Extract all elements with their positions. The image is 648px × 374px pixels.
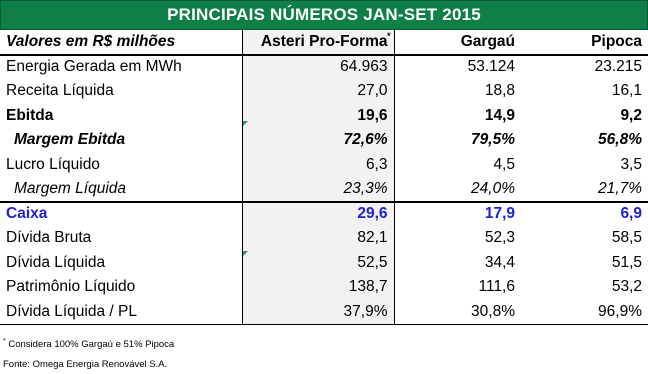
- table-title: PRINCIPAIS NÚMEROS JAN-SET 2015: [0, 0, 648, 30]
- cell-asteri: [242, 251, 394, 276]
- cell-pipoca: 9,2: [620, 106, 642, 124]
- cell-marker-icon: [243, 251, 248, 256]
- cell-asteri: 23,3%: [242, 177, 394, 202]
- cell-pipoca: 53,2: [611, 278, 642, 296]
- cell-asteri: 72,6%: [242, 128, 394, 153]
- row-label: Caixa: [0, 202, 242, 227]
- table-row: [0, 177, 648, 202]
- row-label: Dívida Líquida / PL: [0, 300, 242, 325]
- cell-pipoca: 21,7%: [598, 179, 642, 197]
- table-row: [0, 251, 648, 276]
- cell-gargau: 17,9: [394, 202, 521, 227]
- table-row: [0, 202, 648, 227]
- footnote-consider: [3, 338, 174, 350]
- table-row: [0, 275, 648, 300]
- cell-pipoca: 16,1: [611, 82, 642, 100]
- header-row: [0, 30, 648, 55]
- row-label: Lucro Líquido: [6, 155, 100, 173]
- table-row: [0, 55, 648, 80]
- header-gargau: Gargaú: [394, 30, 521, 55]
- cell-gargau: 34,4: [484, 253, 515, 271]
- header-label: Valores em R$ milhões: [0, 30, 242, 55]
- row-label: Receita Líquida: [6, 82, 114, 100]
- cell-gargau: 14,9: [484, 106, 515, 124]
- footnote-source: Fonte: Omega Energia Renovável S.A.: [3, 359, 168, 370]
- cell-asteri: 6,3: [242, 153, 394, 178]
- table-row: [0, 300, 648, 325]
- cell-asteri: 37,9%: [242, 300, 394, 325]
- table-row: [0, 153, 648, 178]
- row-label: Dívida Bruta: [6, 229, 92, 247]
- cell-pipoca: 51,5: [611, 253, 642, 271]
- cell-pipoca: 23.215: [594, 58, 642, 76]
- cell-gargau: 18,8: [484, 82, 515, 100]
- footnote-marker: *: [3, 338, 6, 345]
- cell-gargau: 111,6: [478, 278, 515, 296]
- cell-pipoca: 6,9: [521, 202, 648, 227]
- cell-value: 19,6: [357, 106, 388, 124]
- cell-value: 52,5: [357, 253, 388, 271]
- cell-asteri: [242, 104, 394, 129]
- table-row: [0, 226, 648, 251]
- header-asteri: [242, 30, 394, 55]
- cell-asteri: 138,7: [242, 275, 394, 300]
- cell-gargau: 79,5%: [471, 131, 515, 149]
- row-label: Energia Gerada em MWh: [6, 58, 182, 76]
- table-row: [0, 104, 648, 129]
- cell-marker-icon: [243, 121, 248, 126]
- footnote-text: Considera 100% Gargaú e 51% Pipoca: [8, 339, 175, 351]
- row-label: Margem Líquida: [14, 179, 127, 197]
- cell-gargau: 4,5: [493, 155, 515, 173]
- row-label: Ebitda: [6, 106, 54, 124]
- row-label: Dívida Líquida: [6, 253, 106, 271]
- cell-pipoca: 96,9%: [521, 300, 648, 325]
- cell-asteri: 82,1: [242, 226, 394, 251]
- header-asteri-text: Asteri Pro-Forma: [260, 32, 388, 50]
- cell-gargau: 30,8%: [394, 300, 521, 325]
- asterisk-marker: *: [386, 31, 391, 41]
- cell-asteri: 29,6: [242, 202, 394, 227]
- cell-gargau: 52,3: [484, 229, 515, 247]
- header-pipoca: Pipoca: [521, 30, 648, 55]
- cell-pipoca: 56,8%: [598, 131, 642, 149]
- cell-pipoca: 3,5: [620, 155, 642, 173]
- cell-gargau: 53.124: [467, 58, 515, 76]
- numbers-table: [0, 30, 648, 325]
- table-row: [0, 79, 648, 104]
- cell-gargau: 24,0%: [471, 179, 515, 197]
- row-label: Patrimônio Líquido: [6, 278, 136, 296]
- cell-pipoca: 58,5: [611, 229, 642, 247]
- table-row: [0, 128, 648, 153]
- row-label: Margem Ebitda: [14, 131, 126, 149]
- cell-asteri: 64.963: [242, 55, 394, 80]
- cell-asteri: 27,0: [242, 79, 394, 104]
